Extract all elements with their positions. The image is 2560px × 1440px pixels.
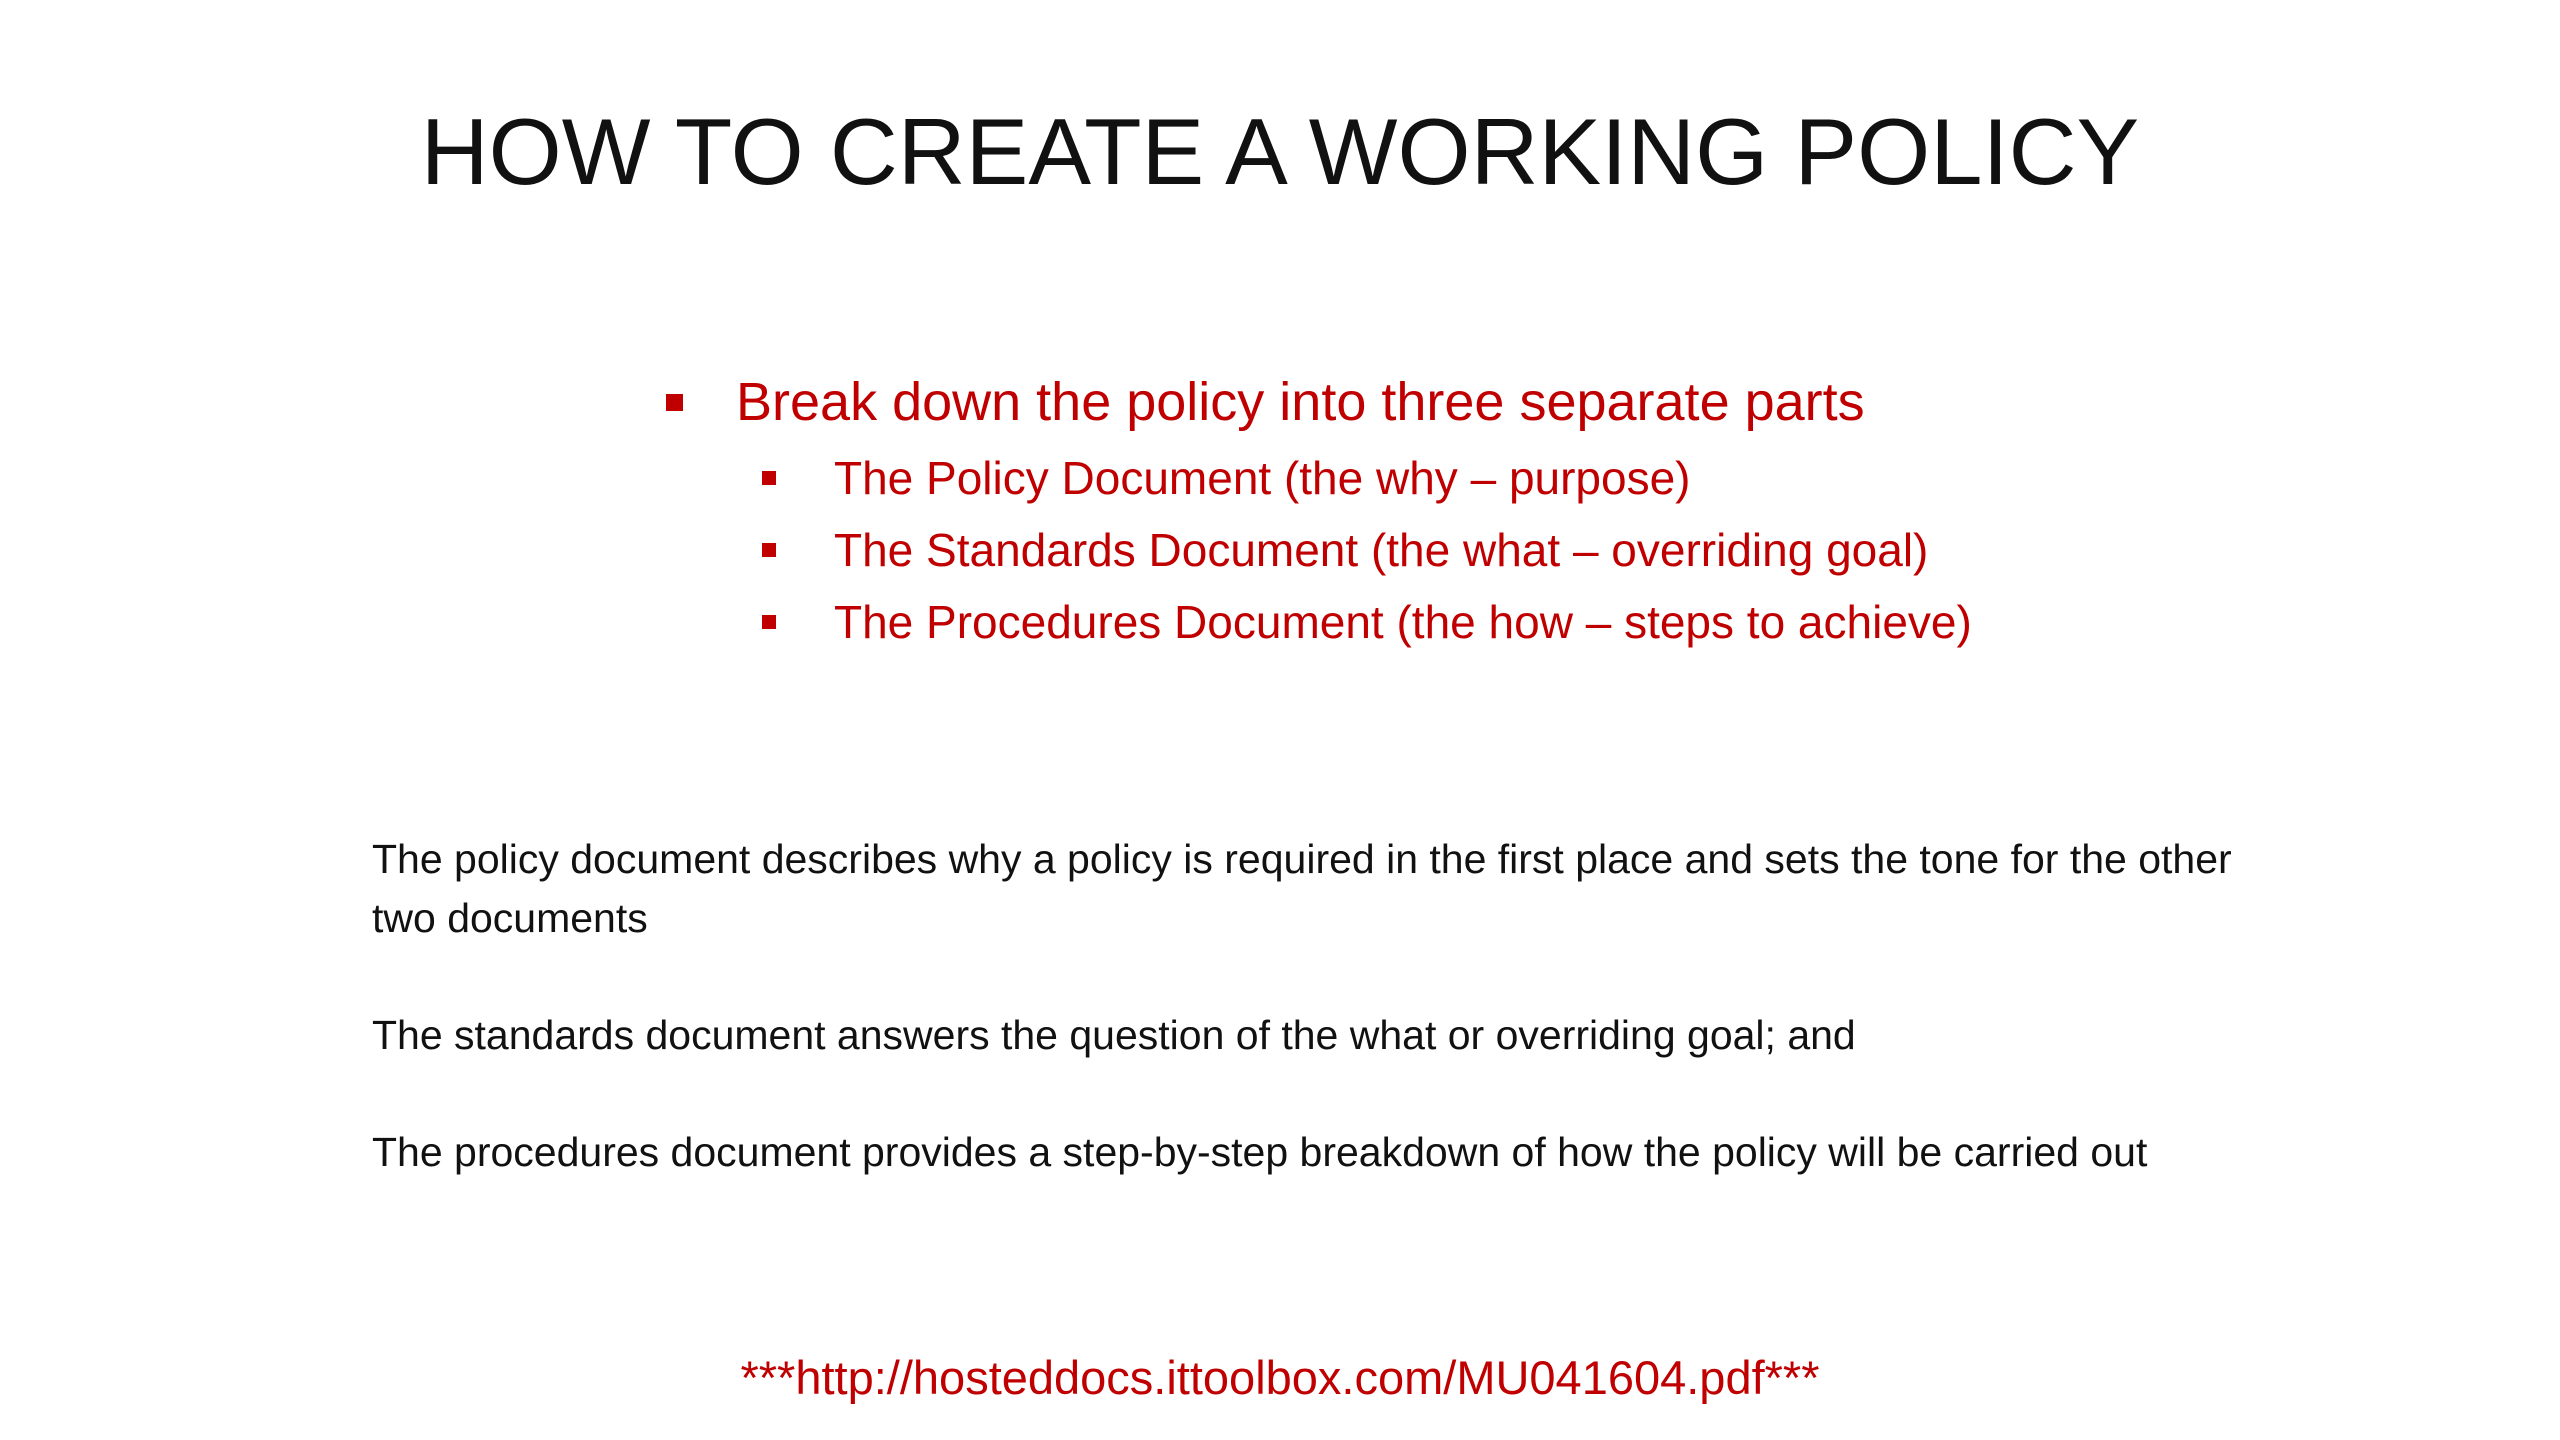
sub-bullet-item bbox=[762, 442, 2366, 514]
slide-title: HOW TO CREATE A WORKING POLICY bbox=[420, 99, 2140, 204]
square-bullet-icon bbox=[762, 615, 776, 629]
sub-bullet-text: The Standards Document (the what – overriding goal) bbox=[834, 524, 1929, 576]
reference-link[interactable]: ***http://hosteddocs.ittoolbox.com/MU041604.pdf*** bbox=[740, 1351, 1820, 1404]
sub-bullet-text: The Procedures Document (the how – steps to achieve) bbox=[834, 596, 1972, 648]
paragraph-standards: The standards document answers the question of the what or overriding goal; and bbox=[372, 1012, 1856, 1058]
square-bullet-icon bbox=[666, 394, 683, 411]
square-bullet-icon bbox=[762, 543, 776, 557]
sub-bullet-item bbox=[762, 514, 2366, 586]
bullet-main-text: Break down the policy into three separate parts bbox=[736, 372, 1865, 432]
bullet-list bbox=[666, 362, 2366, 658]
square-bullet-icon bbox=[762, 471, 776, 485]
paragraph-procedures: The procedures document provides a step-by-step breakdown of how the policy will be carried out bbox=[372, 1129, 2148, 1175]
sub-bullet-text: The Policy Document (the why – purpose) bbox=[834, 452, 1691, 504]
sub-bullet-item bbox=[762, 586, 2366, 658]
bullet-main bbox=[666, 362, 2366, 442]
body-text bbox=[372, 830, 2262, 1240]
paragraph-policy: The policy document describes why a policy is required in the first place and sets the tone for the other two documents bbox=[372, 836, 2232, 941]
sub-bullet-list bbox=[762, 442, 2366, 658]
